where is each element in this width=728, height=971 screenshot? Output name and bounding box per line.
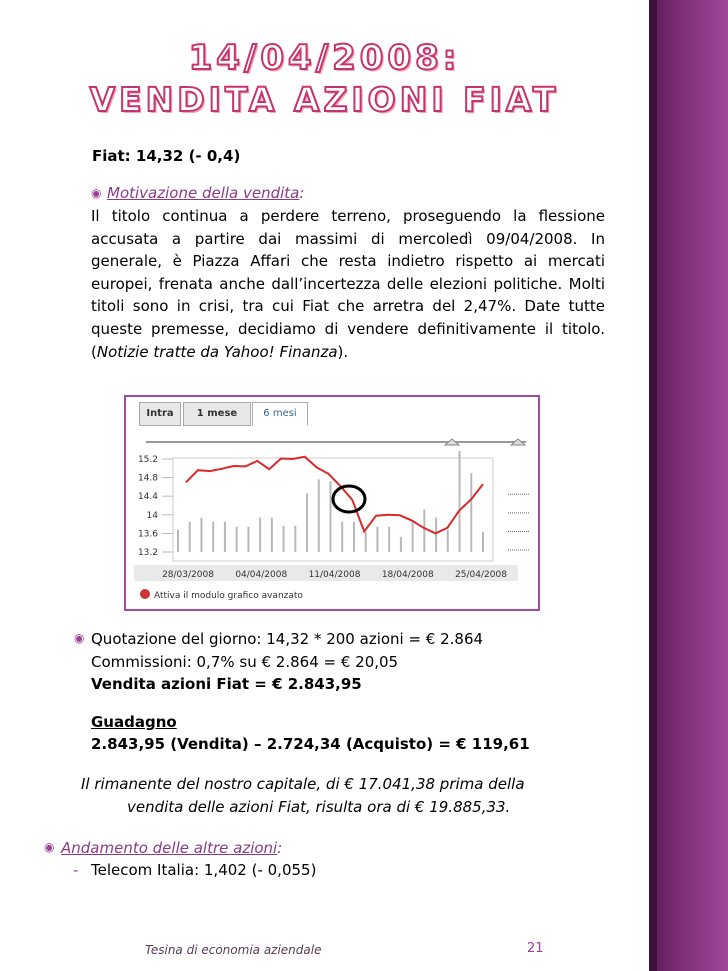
volume-bar	[212, 522, 214, 552]
volume-bar	[459, 451, 461, 552]
commission: Commissioni: 0,7% su € 2.864 = € 20,05	[91, 653, 399, 671]
volume-bar	[271, 518, 273, 552]
volume-bar	[400, 537, 402, 552]
x-tick-label: 11/04/2008	[308, 570, 361, 580]
others-label: Andamento delle altre azioni	[61, 839, 278, 857]
volume-bar	[177, 530, 179, 552]
y-tick-label: 15.2	[137, 455, 158, 465]
y-tick-label: 13.6	[137, 529, 158, 540]
volume-bar	[447, 530, 449, 552]
x-tick-label: 18/04/2008	[381, 570, 434, 580]
fiat-quote: Fiat: 14,32 (- 0,4)	[92, 147, 241, 165]
y-tick-label: 14	[146, 510, 158, 521]
chart-footer-link[interactable]: Attiva il modulo grafico avanzato	[154, 591, 303, 601]
motivation-source: Notizie tratte da Yahoo! Finanza	[96, 342, 338, 361]
stock-chart	[124, 395, 540, 611]
gain-label: Guadagno	[91, 713, 177, 731]
volume-bar	[200, 518, 202, 552]
motivation-text: Il titolo continua a perdere terreno, proseguendo la flessione accusata a partire dai massimi di mercoledì 09/04/2008. In generale, è Piazza Affari che resta indietro rispetto ai mercati europei, frenata anche dall’incertezza delle elezioni politiche. Molti titoli sono in crisi, tra cui Fiat che arretra del 2,47%. Date tutte queste premesse, decidiamo di vendere definitivamente il titolo. (	[91, 207, 605, 361]
volume-bar	[247, 527, 249, 552]
volume-bar	[376, 527, 378, 552]
volume-bar	[224, 522, 226, 552]
decorative-sidebar	[649, 0, 728, 971]
y-tick-label: 13.2	[137, 548, 158, 558]
motivation-label: Motivazione della vendita	[107, 184, 300, 202]
page-number: 21	[527, 941, 544, 956]
gain-calculation: 2.843,95 (Vendita) – 2.724,34 (Acquisto) = € 119,61	[91, 735, 530, 753]
volume-bar	[341, 522, 343, 552]
volume-bar	[435, 518, 437, 552]
motivation-paragraph	[91, 205, 605, 363]
x-tick-label: 25/04/2008	[455, 570, 507, 580]
volume-bar	[388, 527, 390, 552]
volume-bar	[259, 518, 261, 552]
volume-bar	[236, 527, 238, 552]
volume-bar	[318, 479, 320, 552]
tab-1-mese[interactable]: 1 mese	[183, 402, 251, 426]
footer-text: Tesina di economia aziendale	[145, 943, 322, 957]
daily-quote: Quotazione del giorno: 14,32 * 200 azioni = € 2.864	[91, 630, 484, 648]
chart-module-icon	[140, 589, 150, 599]
slide-title-date: 14/04/2008:	[188, 38, 461, 78]
volume-bar	[412, 522, 414, 552]
others-colon: :	[277, 839, 283, 857]
bullet-icon: ◉	[74, 631, 85, 645]
volume-bar	[470, 473, 472, 552]
others-heading	[61, 837, 282, 859]
telecom-quote: Telecom Italia: 1,402 (- 0,055)	[91, 861, 317, 879]
volume-bar	[330, 481, 332, 552]
motivation-colon: :	[299, 184, 305, 202]
y-tick-label: 14.8	[137, 473, 158, 484]
volume-bar	[365, 532, 367, 552]
chart-svg	[126, 397, 538, 609]
dash-bullet: -	[73, 861, 79, 879]
volume-bar	[482, 532, 484, 552]
y-tick-label: 14.4	[137, 492, 158, 503]
volume-bar	[353, 522, 355, 552]
slide-title: VENDITA AZIONI FIAT	[89, 80, 560, 119]
bullet-icon: ◉	[44, 840, 55, 854]
remainder-line2: vendita delle azioni Fiat, risulta ora di € 19.885,33.	[127, 798, 511, 816]
tab-intra[interactable]: Intra	[139, 402, 181, 426]
volume-bar	[306, 493, 308, 552]
volume-bar	[294, 526, 296, 552]
motivation-end: ).	[337, 342, 349, 361]
remainder-line1: Il rimanente del nostro capitale, di € 17.041,38 prima della	[81, 775, 525, 793]
bullet-icon: ◉	[91, 186, 102, 200]
volume-bar	[423, 510, 425, 552]
volume-bar	[189, 522, 191, 552]
tab-6-mesi[interactable]: 6 mesi	[252, 402, 308, 426]
x-tick-label: 28/03/2008	[162, 570, 214, 580]
volume-bar	[283, 526, 285, 552]
x-tick-label: 04/04/2008	[235, 570, 288, 580]
motivation-heading	[107, 182, 304, 204]
sale-total: Vendita azioni Fiat = € 2.843,95	[91, 675, 362, 693]
